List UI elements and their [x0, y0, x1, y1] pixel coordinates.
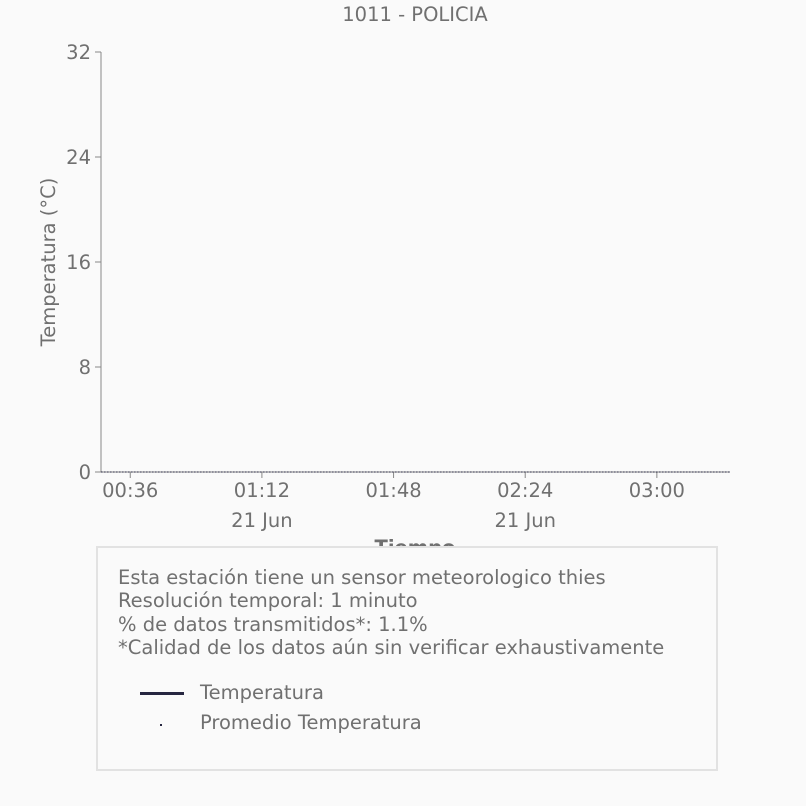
x-tick-label: 02:24	[497, 479, 554, 502]
info-text	[118, 566, 664, 659]
info-line-transmitted: % de datos transmitidos*: 1.1%	[118, 612, 428, 636]
info-legend-box	[96, 546, 718, 771]
chart-title: 1011 - POLICIA	[342, 3, 488, 26]
y-tick-label: 16	[66, 251, 91, 274]
legend-label: Promedio Temperatura	[200, 711, 422, 734]
info-line-sensor: Esta estación tiene un sensor meteorologico thies	[118, 566, 606, 589]
legend-label: Temperatura	[200, 681, 324, 704]
legend-line-swatch	[140, 692, 184, 695]
x-tick-date-label: 21 Jun	[494, 509, 556, 532]
y-tick-label: 24	[66, 146, 91, 169]
info-line-quality-note: *Calidad de los datos aún sin verificar exhaustivamente	[118, 635, 665, 659]
y-axis-label: Temperatura (°C)	[37, 177, 60, 347]
x-tick-label: 01:48	[365, 479, 422, 502]
y-tick-label: 8	[78, 356, 91, 379]
x-tick-label: 00:36	[102, 479, 159, 502]
x-tick-label: 03:00	[628, 479, 685, 502]
y-tick-label: 32	[66, 41, 91, 64]
x-tick-date-label: 21 Jun	[231, 509, 293, 532]
x-tick-label: 01:12	[233, 479, 291, 502]
info-line-resolution: Resolución temporal: 1 minuto	[118, 589, 418, 613]
y-axis	[66, 41, 101, 484]
legend-dot-swatch	[160, 724, 162, 726]
y-tick-label: 0	[78, 461, 91, 484]
x-axis	[101, 472, 730, 532]
